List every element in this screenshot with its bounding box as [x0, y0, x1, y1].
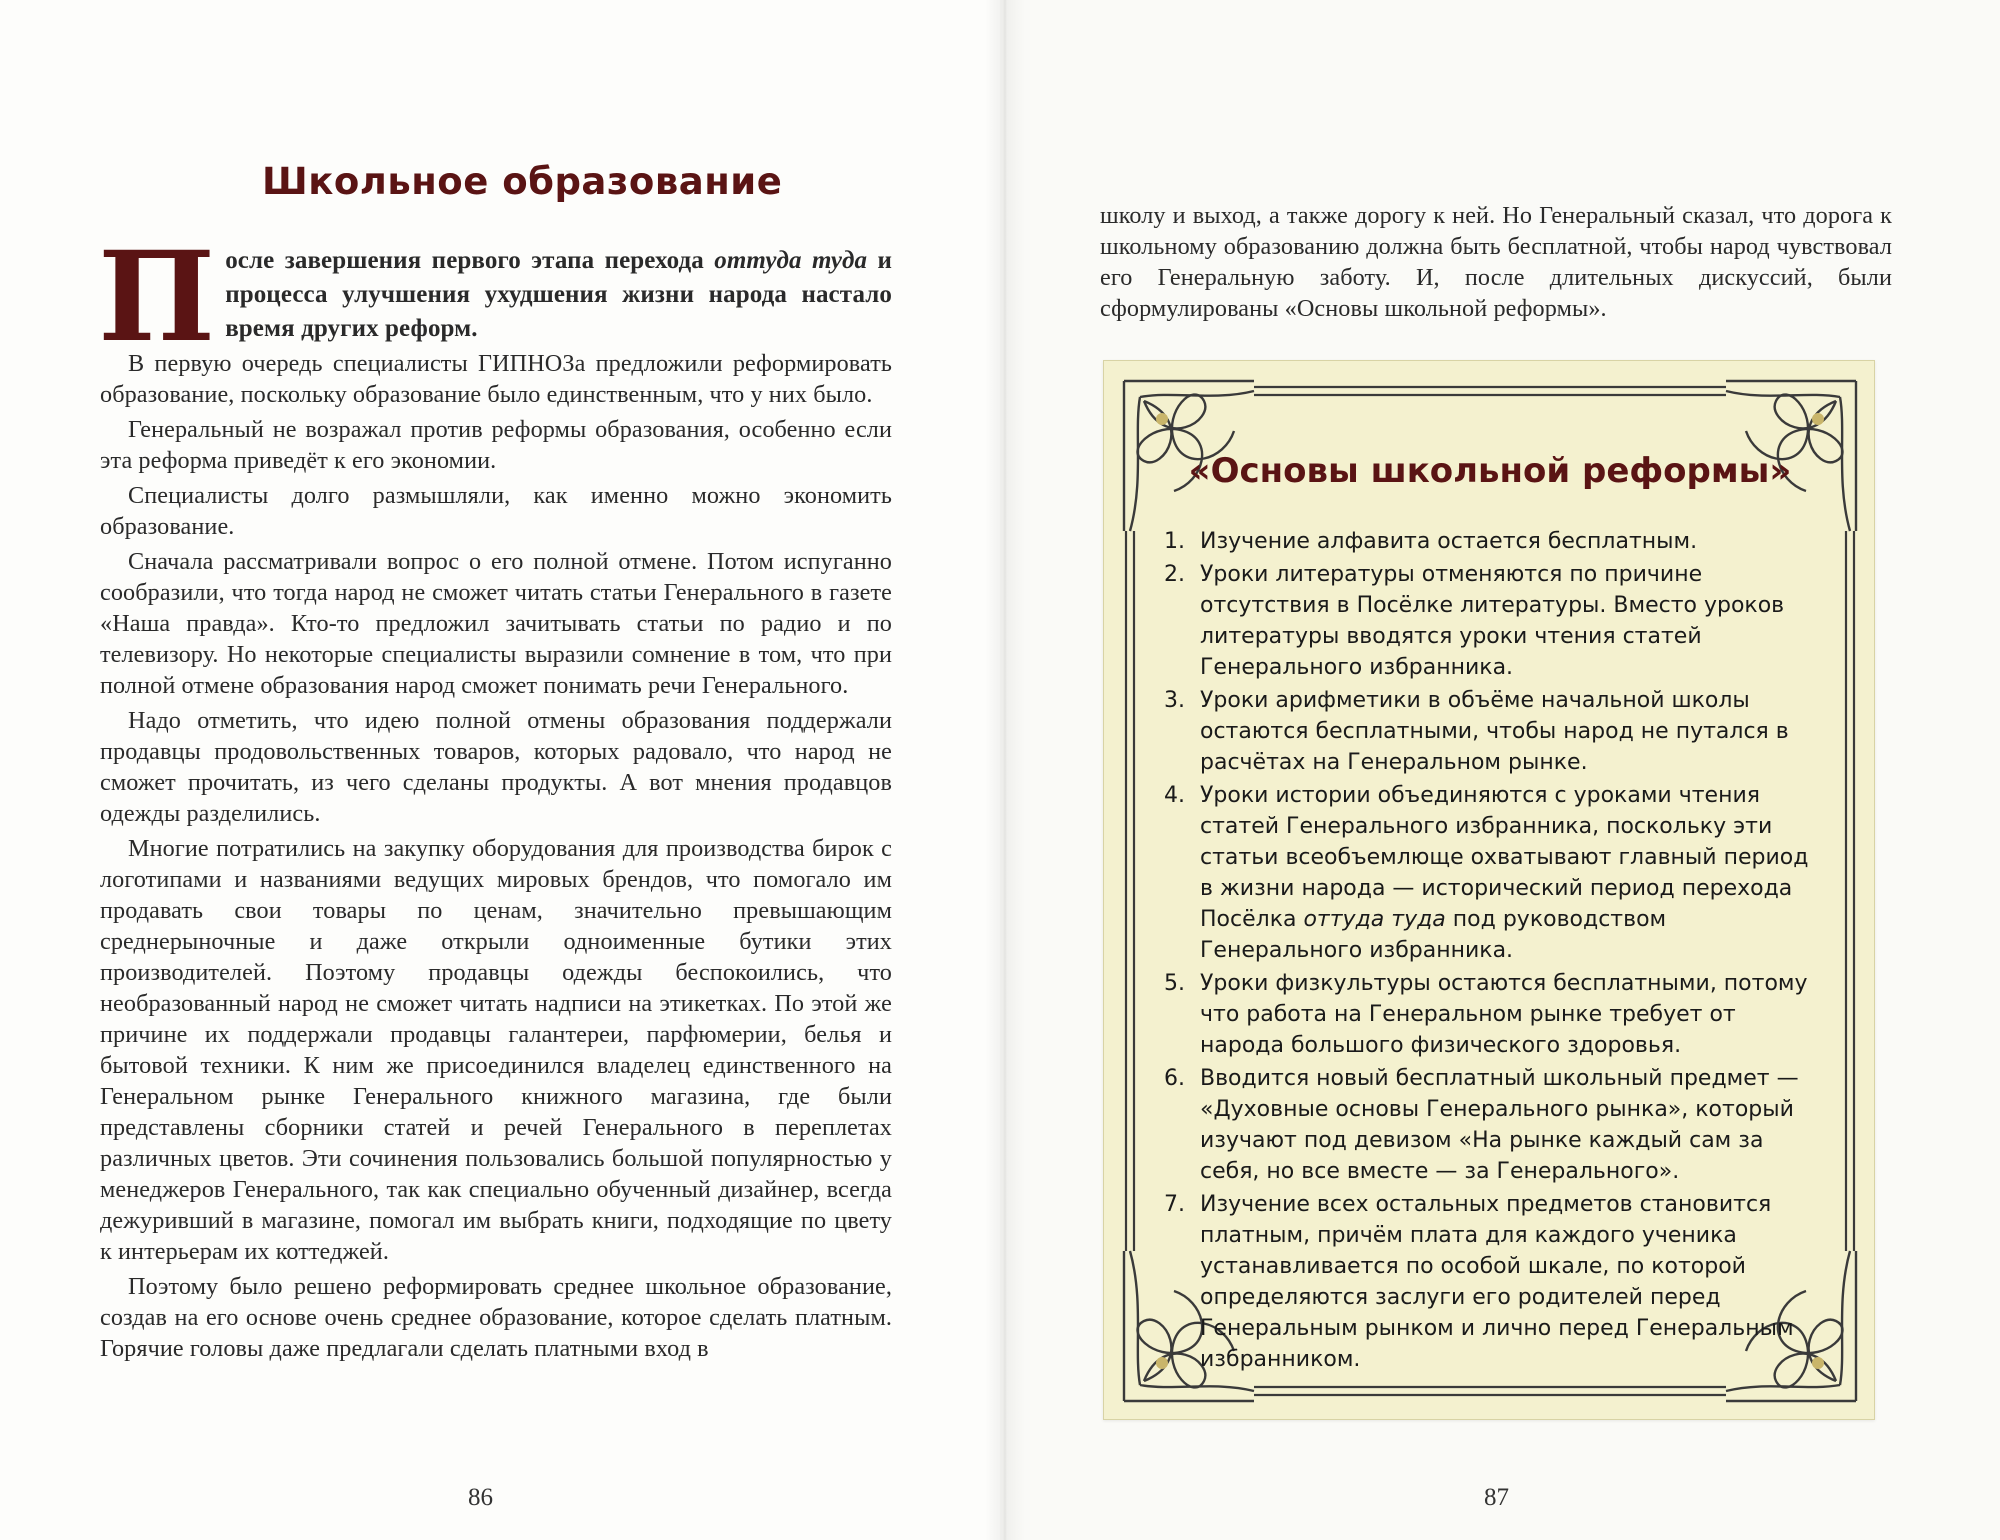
reform-box-title: «Основы школьной реформы» [1188, 451, 1792, 491]
list-item-text: Уроки арифметики в объёме начальной школы остаются бесплатными, чтобы народ не путался в расчётах на Генеральном рынке. [1200, 688, 1789, 775]
list-item [1164, 685, 1824, 778]
paragraph: Поэтому было решено реформировать среднее школьное образование, создав на его основе очень среднее образование, которое сделать платным. Горячие головы даже предлагали сделать платными вход в [100, 1273, 892, 1362]
list-item [1164, 968, 1824, 1061]
list-item-italic: оттуда туда [1303, 907, 1446, 932]
paragraph: Многие потратились на закупку оборудования для производства бирок с логотипами и названиями ведущих мировых брендов, что помогало им продавать свои товары по ценам, значительно превышающим среднерыночные и даже открыли одноименные бутики этих производителей. Поэтому продавцы одежды беспокоились, что необразованный народ не сможет читать надписи на этикетках. По этой же причине их поддержали продавцы галантереи, парфюмерии, белья и бытовой техники. К ним же присоединился владелец единственного на Генеральном рынке Генерального книжного магазина, где были представлены сборники статей и речей Генерального в переплетах различных цветов. Эти сочинения пользовались большой популярностью у менеджеров Генерального, так как специально обученный дизайнер, всегда дежуривший в магазине, помогал им выбрать книги, подходящие по цвету к интерьерам их коттеджей. [100, 835, 892, 1265]
list-item-number: 7. [1164, 1192, 1185, 1217]
list-item-text: под руководством Генерального избранника. [1200, 907, 1667, 963]
list-item-text: Уроки физкультуры остаются бесплатными, потому что работа на Генеральном рынке требует от народа большого физического здоровья. [1200, 971, 1808, 1058]
list-item [1164, 559, 1824, 683]
page-number-left: 86 [468, 1484, 493, 1511]
paragraph: Специалисты долго размышляли, как именно можно экономить образование. [100, 482, 892, 540]
list-item-text: Уроки литературы отменяются по причине отсутствия в Посёлке литературы. Вместо уроков литературы вводятся уроки чтения статей Генерального избранника. [1200, 562, 1785, 680]
paragraph: Надо отметить, что идею полной отмены образования поддержали продавцы продовольственных товаров, которых радовало, что народ не сможет прочитать, из чего сделаны продукты. А вот мнения продавцов одежды разделились. [100, 707, 892, 827]
list-item-text: Вводится новый бесплатный школьный предмет — «Духовные основы Генерального рынка», который изучают под девизом «На рынке каждый сам за себя, но все вместе — за Генерального». [1200, 1066, 1799, 1184]
list-item-text: Изучение всех остальных предметов становится платным, причём плата для каждого ученика устанавливается по особой шкале, по которой определяются заслуги его родителей перед Генеральным рынком и лично перед Генеральным избранником. [1200, 1192, 1794, 1372]
list-item-number: 6. [1164, 1066, 1185, 1091]
lead-paragraph [98, 225, 893, 370]
reform-box [1103, 360, 1875, 1420]
chapter-title: Школьное образование [262, 160, 783, 203]
page-number-right: 87 [1484, 1484, 1509, 1511]
list-item [1164, 1189, 1824, 1375]
list-item-number: 3. [1164, 688, 1185, 713]
list-item [1164, 780, 1824, 966]
reform-list [1164, 526, 1824, 1377]
paragraph: Сначала рассматривали вопрос о его полной отмене. Потом испуганно сообразили, что тогда народ не сможет читать статьи Генерального в газете «Наша правда». Кто-то предложил зачитывать статьи по радио и по телевизору. Но некоторые специалисты выразили сомнение в том, что при полной отмене образования народ сможет понимать речи Генерального. [100, 548, 892, 699]
list-item-number: 5. [1164, 971, 1185, 996]
list-item [1164, 1063, 1824, 1187]
lead-italic-phrase: оттуда туда [714, 247, 868, 274]
right-page-intro: школу и выход, а также дорогу к ней. Но Генеральный сказал, что дорога к школьному образованию должна быть бесплатной, чтобы народ чувствовал его Генеральную заботу. И, после длительных дискуссий, были сформулированы «Основы школьной реформы». [1100, 202, 1892, 322]
left-page-body [98, 225, 893, 1368]
list-item [1164, 526, 1824, 557]
list-item-number: 2. [1164, 562, 1185, 587]
lead-text-part-2: и процесса улучшения ухудшения жизни народа настало время других реформ. [225, 247, 893, 342]
list-item-text: Изучение алфавита остается бесплатным. [1200, 529, 1698, 554]
list-item-text: Уроки истории объединяются с уроками чтения статей Генерального избранника, поскольку эти статьи всеобъемлюще охватывают главный период в жизни народа — исторический период перехода Посёлка [1200, 783, 1809, 932]
list-item-number: 4. [1164, 783, 1185, 808]
paragraph: В первую очередь специалисты ГИПНОЗа предложили реформировать образование, поскольку образование было единственным, что у них было. [100, 350, 892, 408]
drop-cap: П [98, 225, 216, 370]
book-gutter [985, 0, 1025, 1540]
lead-text-part-1: осле завершения первого этапа перехода [225, 247, 715, 274]
list-item-number: 1. [1164, 529, 1185, 554]
paragraph: Генеральный не возражал против реформы образования, особенно если эта реформа приведёт к его экономии. [100, 416, 892, 474]
